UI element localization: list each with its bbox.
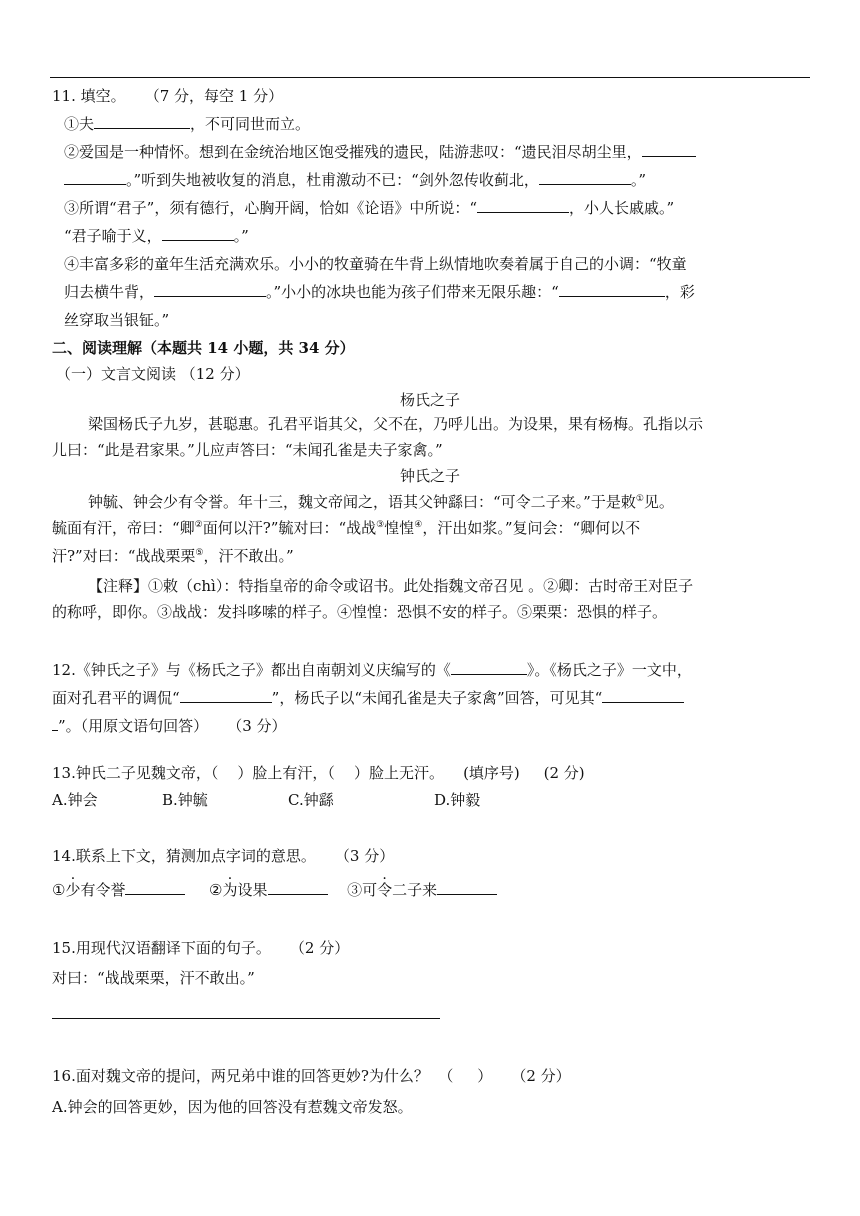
dotted-char: 令 [377, 881, 393, 899]
option-c[interactable]: C.钟繇 [288, 791, 334, 809]
header-rule [50, 77, 810, 78]
fill-blank[interactable] [559, 282, 665, 297]
q11-heading: 11. 填空。 （7 分，每空 1 分） [52, 87, 284, 105]
fill-blank[interactable] [477, 198, 569, 213]
fill-blank[interactable] [162, 226, 234, 241]
q12-line: 12.《钟氏之子》与《杨氏之子》都出自南朝刘义庆编写的《 》。《杨氏之子》一文中， [52, 661, 692, 679]
answer-line[interactable] [52, 1018, 440, 1019]
annotation-line: 的称呼，即你。③战战：发抖哆嗦的样子。④惶惶：恐惧不安的样子。⑤栗栗：恐惧的样子。 [52, 603, 668, 621]
annotation-line: 【注释】①敕（chì）：特指皇帝的命令或诏书。此处指魏文帝召见 。②卿：古时帝王对臣子 [88, 577, 694, 595]
q12-line: ”。（用原文语句回答） （3 分） [52, 716, 804, 738]
option-a[interactable]: A.钟会 [52, 791, 98, 809]
q14-items: ①少有令誉 ②为设果 ③可令二子来 [52, 880, 804, 902]
q15-stem: 15.用现代汉语翻译下面的句子。 （2 分） [52, 939, 350, 957]
q12-line: 面对孔君平的调侃“ ”，杨氏子以“未闻孔雀是夫子家禽”回答，可见其“ [52, 688, 804, 710]
subsection-heading: （一）文言文阅读 （12 分） [56, 365, 250, 383]
q16-stem: 16.面对魏文帝的提问，两兄弟中谁的回答更妙?为什么？ （ ） （2 分） [52, 1067, 571, 1085]
fill-blank[interactable] [180, 688, 272, 703]
fill-blank[interactable] [437, 880, 497, 895]
q16-option-a[interactable]: A.钟会的回答更妙，因为他的回答没有惹魏文帝发怒。 [52, 1098, 413, 1116]
q11-item-2-cont: 。”听到失地被收复的消息，杜甫激动不已：“剑外忽传收蓟北， 。” [64, 170, 804, 192]
q11-item-4-cont: 归去横牛背， 。”小小的冰块也能为孩子们带来无限乐趣：“ ，彩 [64, 283, 695, 301]
option-d[interactable]: D.钟毅 [434, 791, 481, 809]
q11-item-3: ③所谓“君子”，须有德行，心胸开阔，恰如《论语》中所说：“ ，小人长戚戚。” [64, 199, 675, 217]
q11-item-3-cont: “君子喻于义， 。” [64, 227, 249, 245]
q11-item-4-end: 丝穿取当银钲。” [64, 311, 170, 329]
q14-stem: 14.联系上下文，猜测加点字词的意思。 （3 分） [52, 847, 395, 865]
passage-1-line: 儿曰：“此是君家果。”儿应声答曰：“未闻孔雀是夫子家禽。” [52, 441, 443, 459]
passage-2-line: 钟毓、钟会少有令誉。年十三，魏文帝闻之，语其父钟繇曰：“可令二子来。”于是敕①见。 [88, 493, 674, 511]
passage-1-line: 梁国杨氏子九岁，甚聪惠。孔君平诣其父，父不在，乃呼儿出。为设果，果有杨梅。孔指以示 [88, 415, 704, 433]
q11-item-4: ④丰富多彩的童年生活充满欢乐。小小的牧童骑在牛背上纵情地吹奏着属于自己的小调：“牧童 [64, 255, 687, 273]
passage-2-title: 钟氏之子 [399, 467, 460, 485]
fill-blank[interactable] [64, 170, 126, 185]
fill-blank[interactable] [268, 880, 328, 895]
q11-item-2: ②爱国是一种情怀。想到在金统治地区饱受摧残的遗民，陆游悲叹：“遗民泪尽胡尘里， [64, 142, 804, 164]
fill-blank[interactable] [154, 282, 266, 297]
section-heading: 二、阅读理解（本题共 14 小题，共 34 分） [52, 339, 355, 357]
q13-options [52, 790, 804, 812]
fill-blank[interactable] [94, 114, 190, 129]
fill-blank[interactable] [602, 688, 684, 703]
dotted-char: 为 [222, 881, 238, 899]
q11-item-1: ①夫 ，不可同世而立。 [64, 115, 311, 133]
fill-blank[interactable] [125, 880, 185, 895]
fill-blank[interactable] [539, 170, 631, 185]
passage-2-line: 毓面有汗，帝曰：“卿②面何以汗?”毓对曰：“战战③惶惶④，汗出如浆。”复问会：“卿何以不 [52, 519, 641, 537]
option-b[interactable]: B.钟毓 [162, 791, 208, 809]
dotted-char: 少 [65, 881, 81, 899]
fill-blank[interactable] [642, 142, 696, 157]
q15-sentence: 对曰：“战战栗栗，汗不敢出。” [52, 969, 255, 987]
fill-blank[interactable] [451, 660, 527, 675]
passage-1-title: 杨氏之子 [399, 391, 460, 409]
passage-2-line: 汗?”对曰：“战战栗栗⑤，汗不敢出。” [52, 547, 294, 565]
q13-stem: 13.钟氏二子见魏文帝，（ ）脸上有汗，（ ）脸上无汗。 (填序号) (2 分) [52, 764, 585, 782]
